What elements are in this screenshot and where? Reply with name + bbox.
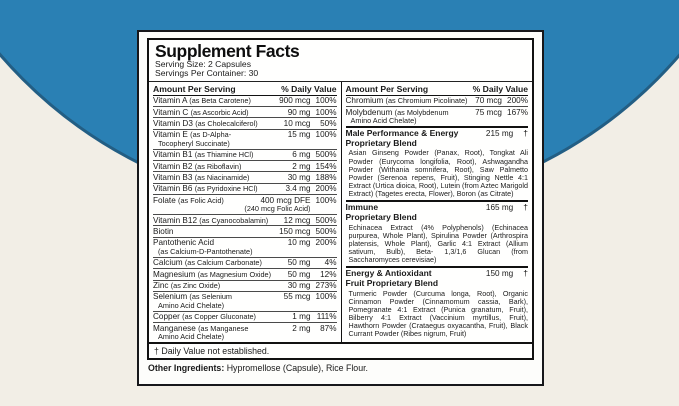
header-amount-per-serving: Amount Per Serving (153, 83, 236, 94)
blend-name-line2: Fruit Proprietary Blend (345, 277, 439, 288)
column-left-header (153, 82, 337, 96)
nutrient-row (153, 268, 337, 279)
nutrient-row (153, 214, 337, 225)
nutrient-amount-line2: (240 mcg Folic Acid) (244, 204, 311, 214)
nutrient-dv: 12% (320, 269, 337, 279)
nutrient-detail: (as Riboflavin) (194, 161, 242, 171)
nutrient-amount: 90 mg (287, 107, 311, 117)
nutrient-detail: (as Selenium (189, 292, 233, 302)
nutrient-detail: (as Cholecalciferol) (195, 118, 258, 128)
nutrient-amount: 3.4 mg (285, 184, 311, 194)
label-header (149, 40, 532, 82)
nutrient-name: Vitamin E (153, 130, 188, 140)
nutrient-name: Vitamin A (153, 96, 187, 106)
nutrient-amount: 30 mg (287, 281, 311, 290)
nutrient-dv: 87% (320, 323, 337, 333)
nutrient-amount: 2 mg (292, 161, 311, 171)
nutrient-amount: 900 mcg (279, 96, 311, 106)
nutrient-dv: 100% (315, 195, 337, 205)
nutrient-dv: 200% (315, 238, 337, 248)
facts-columns (149, 82, 532, 342)
nutrient-dv: 154% (315, 161, 337, 171)
nutrient-dv: 188% (315, 172, 337, 182)
blend-dv-dagger: † (523, 201, 528, 212)
nutrient-amount: 10 mg (287, 238, 311, 248)
nutrient-row (153, 311, 337, 322)
nutrient-row (153, 322, 337, 342)
nutrient-detail: (as Molybdenum (394, 107, 449, 117)
nutrient-amount: 15 mg (287, 130, 311, 140)
nutrient-row (153, 280, 337, 291)
nutrient-name: Vitamin C (153, 107, 189, 117)
nutrient-detail-line2: Amino Acid Chelate) (350, 115, 417, 125)
nutrient-detail: (as D-Alpha- (190, 130, 232, 140)
header-daily-value: % Daily Value (281, 83, 337, 94)
nutrient-name: Calcium (153, 258, 183, 268)
blend-amount: 215 mg (485, 128, 514, 138)
nutrient-detail: (as Folic Acid) (178, 195, 224, 205)
nutrient-amount: 50 mg (287, 258, 311, 268)
nutrient-detail: (as Niacinamide) (194, 172, 250, 182)
nutrient-row (346, 106, 529, 126)
nutrient-detail: (as Magnesium Oxide) (197, 269, 272, 279)
nutrient-name: Chromium (345, 96, 384, 106)
nutrient-row (153, 96, 337, 106)
nutrient-dv: 500% (315, 150, 337, 160)
nutrient-detail-line2: Amino Acid Chelate) (158, 332, 225, 342)
nutrient-dv: 500% (315, 226, 337, 236)
nutrient-amount: 10 mcg (283, 118, 311, 128)
nutrient-amount: 2 mg (292, 323, 311, 333)
nutrient-dv: 200% (507, 96, 528, 106)
column-left (149, 82, 341, 342)
nutrient-amount: 6 mg (292, 150, 311, 160)
nutrient-amount: 50 mg (287, 269, 311, 279)
nutrient-name: Zinc (153, 281, 169, 290)
nutrient-amount: 30 mg (287, 172, 311, 182)
nutrient-name: Folate (153, 195, 176, 205)
nutrient-row (153, 117, 337, 128)
nutrient-name: Vitamin B1 (153, 150, 193, 160)
nutrient-detail: (as Copper Gluconate) (182, 312, 256, 322)
serving-size: Serving Size: 2 Capsules (155, 59, 252, 69)
blend-name: Immune (345, 201, 379, 212)
blend-dv-dagger: † (523, 268, 528, 279)
nutrient-detail: (as Manganese (198, 323, 249, 333)
blend-dv-dagger: † (523, 127, 528, 138)
blend-amount: 165 mg (485, 202, 514, 212)
nutrient-row (153, 149, 337, 160)
supplement-facts-box (147, 38, 534, 360)
blend-section-energy-antioxidant (346, 266, 529, 340)
nutrient-name: Molybdenum (345, 107, 393, 117)
nutrient-detail: (as Chromium Picolinate) (385, 96, 468, 106)
other-ingredients (139, 360, 542, 376)
nutrient-detail: (as Cyanocobalamin) (199, 215, 269, 225)
nutrient-row (153, 171, 337, 182)
other-ingredients-label: Other Ingredients: (148, 363, 225, 373)
nutrient-dv: 100% (315, 96, 337, 106)
nutrient-name: Manganese (153, 323, 196, 333)
nutrient-dv: 167% (507, 107, 528, 117)
nutrient-dv: 200% (315, 184, 337, 194)
nutrient-dv: 4% (324, 258, 337, 268)
nutrient-name: Vitamin B2 (153, 161, 193, 171)
header-daily-value: % Daily Value (472, 83, 528, 94)
nutrient-detail: (as Beta Carotene) (189, 96, 251, 106)
nutrient-detail: (as Pyridoxine HCl) (194, 184, 258, 194)
nutrient-dv: 111% (316, 312, 337, 322)
nutrient-dv: 100% (315, 130, 337, 140)
nutrient-name: Selenium (153, 292, 188, 302)
nutrient-amount: 150 mcg (279, 226, 311, 236)
nutrient-row (153, 257, 337, 268)
nutrient-amount: 75 mcg (475, 107, 502, 117)
blend-name-line2: Proprietary Blend (345, 137, 417, 148)
daily-value-footnote: † Daily Value not established. (149, 342, 532, 359)
nutrient-detail-line2: Amino Acid Chelate) (158, 300, 225, 310)
nutrient-detail: (as Calcium Carbonate) (184, 258, 262, 268)
nutrient-name: Magnesium (153, 269, 196, 279)
column-right-header (346, 82, 529, 96)
nutrient-name: Pantothenic Acid (153, 238, 214, 248)
blend-description: Asian Ginseng Powder (Panax, Root), Tongkat Ali Powder (Eurycoma longifolia, Root), Ashwagandha Powder (Withania somnifera, Root), Saw Palmetto Powder (Serenoa repens, Fruit), Stinging Nettle 4:1 Extract (Urtica dioica, Root), Lutein (from Aztec Marigold Extract) (Tagetes erecta, Flower), Boron (as Citrate) (348, 148, 528, 198)
nutrient-name: Vitamin B6 (153, 184, 193, 194)
nutrient-name: Vitamin D3 (153, 118, 193, 128)
blend-name-line2: Proprietary Blend (345, 211, 417, 222)
nutrient-row (153, 129, 337, 149)
nutrient-detail-line2: Tocopheryl Succinate) (158, 138, 230, 148)
label-card (137, 30, 544, 386)
nutrient-row (153, 106, 337, 117)
nutrient-amount: 400 mcg DFE (260, 195, 311, 205)
nutrient-amount: 12 mcg (283, 215, 311, 225)
blend-name: Energy & Antioxidant (345, 268, 432, 279)
blend-name: Male Performance & Energy (345, 127, 459, 138)
nutrient-row (153, 160, 337, 171)
nutrient-dv: 100% (315, 107, 337, 117)
nutrient-detail: (as Zinc Oxide) (170, 281, 221, 290)
nutrient-row (153, 194, 337, 214)
nutrient-name: Vitamin B3 (153, 172, 193, 182)
servings-per-container: Servings Per Container: 30 (155, 68, 259, 79)
nutrient-amount: 70 mcg (475, 96, 502, 106)
nutrient-detail: (as Ascorbic Acid) (190, 107, 249, 117)
nutrient-dv: 500% (315, 215, 337, 225)
nutrient-detail: (as Thiamine HCl) (194, 150, 254, 160)
nutrient-amount: 1 mg (292, 312, 311, 322)
nutrient-dv: 50% (320, 118, 337, 128)
other-ingredients-text: Hypromellose (Capsule), Rice Flour. (224, 363, 368, 373)
blend-section-male-performance (346, 126, 529, 200)
nutrient-row (153, 225, 337, 236)
nutrient-row (153, 183, 337, 194)
blend-description: Echinacea Extract (4% Polyphenols) (Echinacea purpurea, Whole Plant), Spirulina Powder (Arthrospira platensis, Whole Plant), Garlic 4:1 Extract (Allium sativum, Bulb), Beta- 1,3/1,6 Glucan (from Saccharomyces cerevisiae) (348, 222, 528, 264)
nutrient-amount: 55 mcg (283, 292, 311, 302)
column-right (341, 82, 533, 342)
blend-description: Turmeric Powder (Curcuma longa, Root), Organic Cinnamon Powder (Cinnamomum cassia, Bark), Pomegranate 4:1 Extract (Punica granatum, Fruit), Bilberry 4:1 Extract (Vaccinium myrtillus, Fruit), Hawthorn Powder (Crataegus oxyacantha, Fruit), Black Currant Powder (Ribes nigrum, Fruit) (348, 288, 528, 339)
nutrient-name: Vitamin B12 (153, 215, 197, 225)
blend-section-immune (346, 200, 529, 266)
nutrient-name: Biotin (153, 226, 174, 236)
supplement-facts-title: Supplement Facts (155, 41, 300, 61)
header-amount-per-serving: Amount Per Serving (345, 83, 429, 94)
blend-amount: 150 mg (485, 269, 514, 279)
nutrient-name: Copper (153, 312, 180, 322)
nutrient-row (346, 96, 529, 106)
nutrient-dv: 100% (315, 292, 337, 302)
nutrient-detail-line2: (as Calcium-D-Pantothenate) (158, 246, 253, 256)
nutrient-row (153, 237, 337, 257)
nutrient-row (153, 291, 337, 311)
nutrient-dv: 273% (315, 281, 337, 290)
